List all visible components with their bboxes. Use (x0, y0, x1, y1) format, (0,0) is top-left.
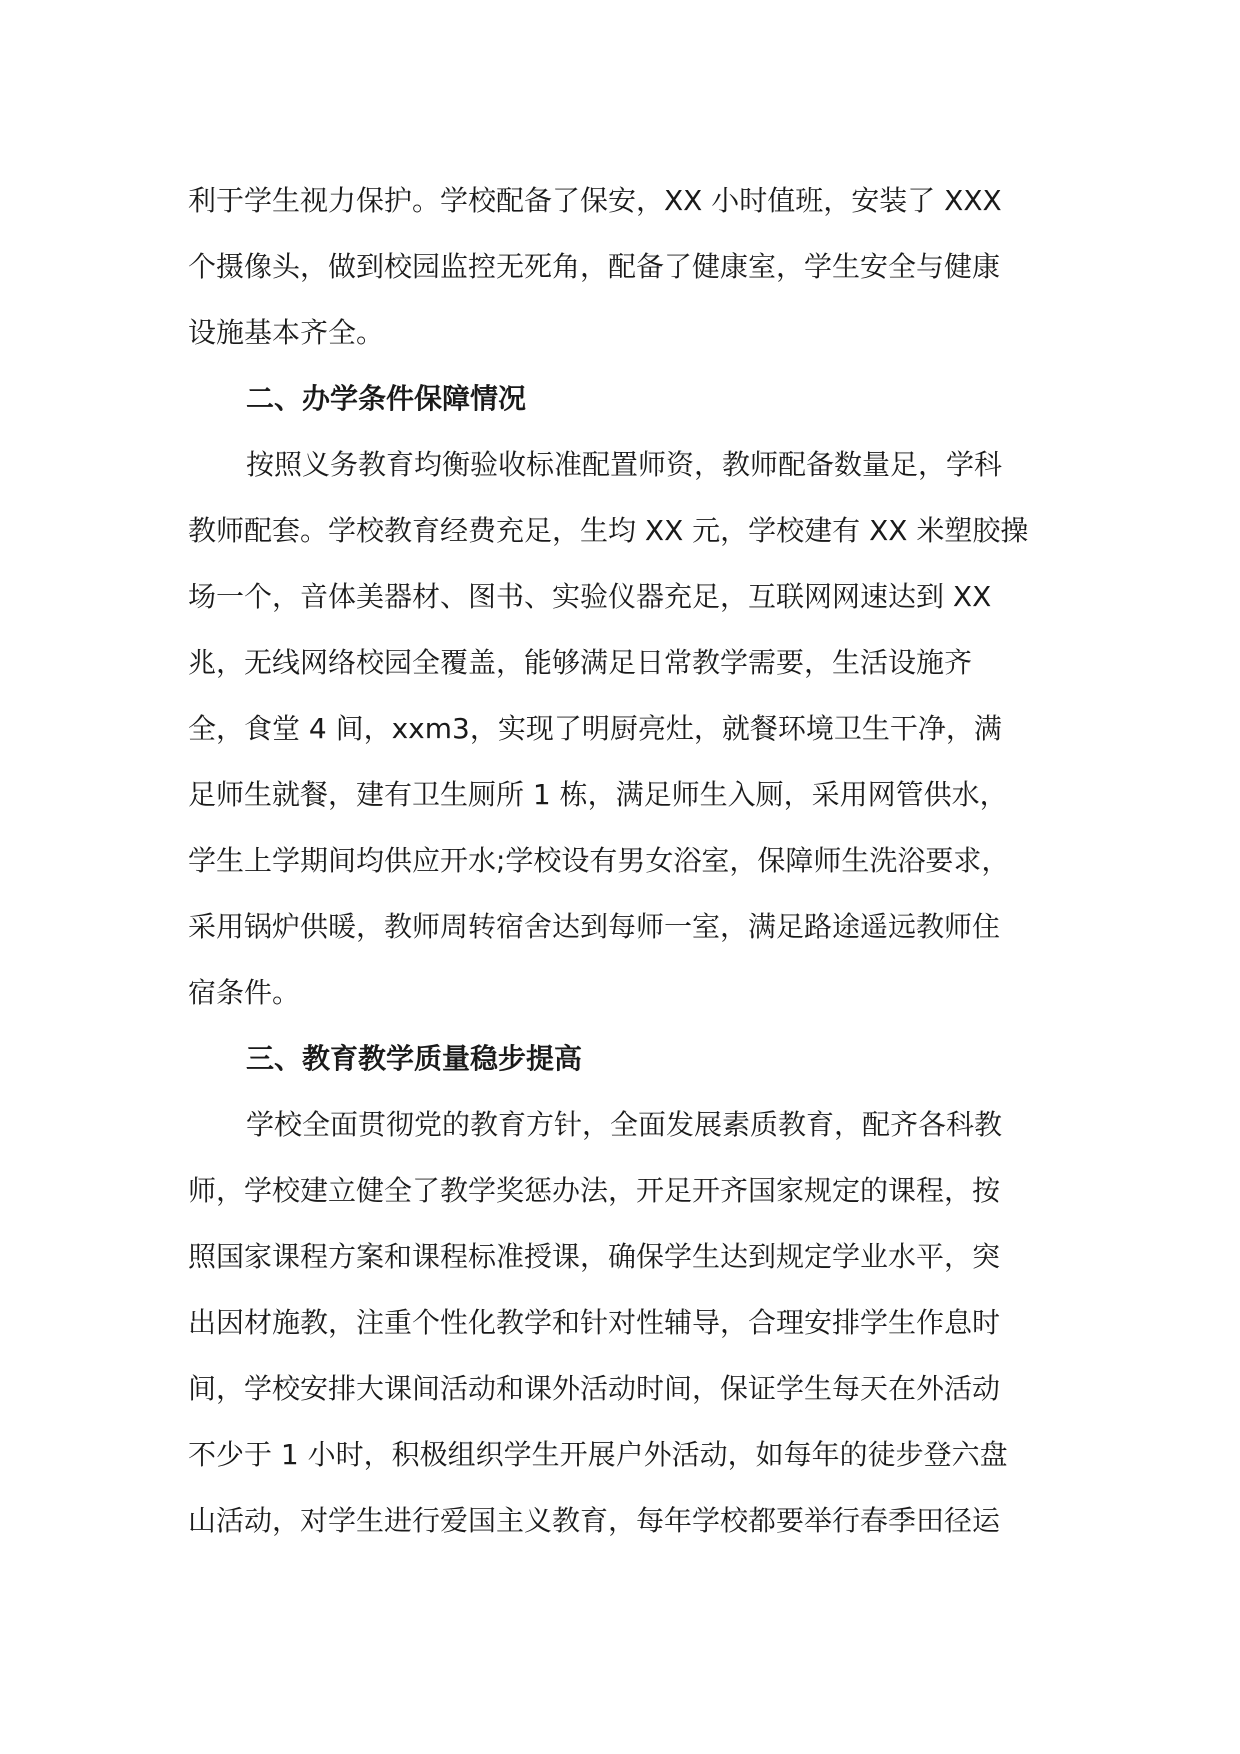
body-line: 个摄像头，做到校园监控无死角，配备了健康室，学生安全与健康 (188, 250, 1001, 283)
body-line: 出因材施教，注重个性化教学和针对性辅导，合理安排学生作息时 (188, 1306, 1001, 1339)
body-line: 师，学校建立健全了教学奖惩办法，开足开齐国家规定的课程，按 (188, 1174, 1001, 1207)
body-line: 设施基本齐全。 (188, 316, 385, 349)
body-line: 宿条件。 (188, 976, 301, 1009)
body-line: 教师配套。学校教育经费充足，生均 XX 元，学校建有 XX 米塑胶操 (188, 514, 1029, 547)
body-line: 采用锅炉供暖，教师周转宿舍达到每师一室，满足路途遥远教师住 (188, 910, 1001, 943)
body-line: 不少于 1 小时，积极组织学生开展户外活动，如每年的徒步登六盘 (188, 1438, 1008, 1471)
paragraph-first-line: 学校全面贯彻党的教育方针，全面发展素质教育，配齐各科教 (246, 1108, 1003, 1141)
body-line: 全，食堂 4 间，xxm3，实现了明厨亮灶，就餐环境卫生干净，满 (188, 712, 1002, 745)
body-line: 利于学生视力保护。学校配备了保安，XX 小时值班，安装了 XXX (188, 184, 1002, 217)
body-line: 山活动，对学生进行爱国主义教育，每年学校都要举行春季田径运 (188, 1504, 1001, 1537)
body-line: 学生上学期间均供应开水;学校设有男女浴室，保障师生洗浴要求， (188, 844, 1010, 877)
paragraph-first-line: 按照义务教育均衡验收标准配置师资，教师配备数量足，学科 (246, 448, 1003, 481)
body-line: 场一个，音体美器材、图书、实验仪器充足，互联网网速达到 XX (188, 580, 992, 613)
section-heading-3: 三、教育教学质量稳步提高 (246, 1042, 583, 1075)
document-body (188, 168, 1058, 1554)
body-line: 间，学校安排大课间活动和课外活动时间，保证学生每天在外活动 (188, 1372, 1001, 1405)
body-line: 照国家课程方案和课程标准授课，确保学生达到规定学业水平，突 (188, 1240, 1001, 1273)
body-line: 兆，无线网络校园全覆盖，能够满足日常教学需要，生活设施齐 (188, 646, 973, 679)
section-heading-2: 二、办学条件保障情况 (246, 382, 527, 415)
body-line: 足师生就餐，建有卫生厕所 1 栋，满足师生入厕，采用网管供水， (188, 778, 1008, 811)
